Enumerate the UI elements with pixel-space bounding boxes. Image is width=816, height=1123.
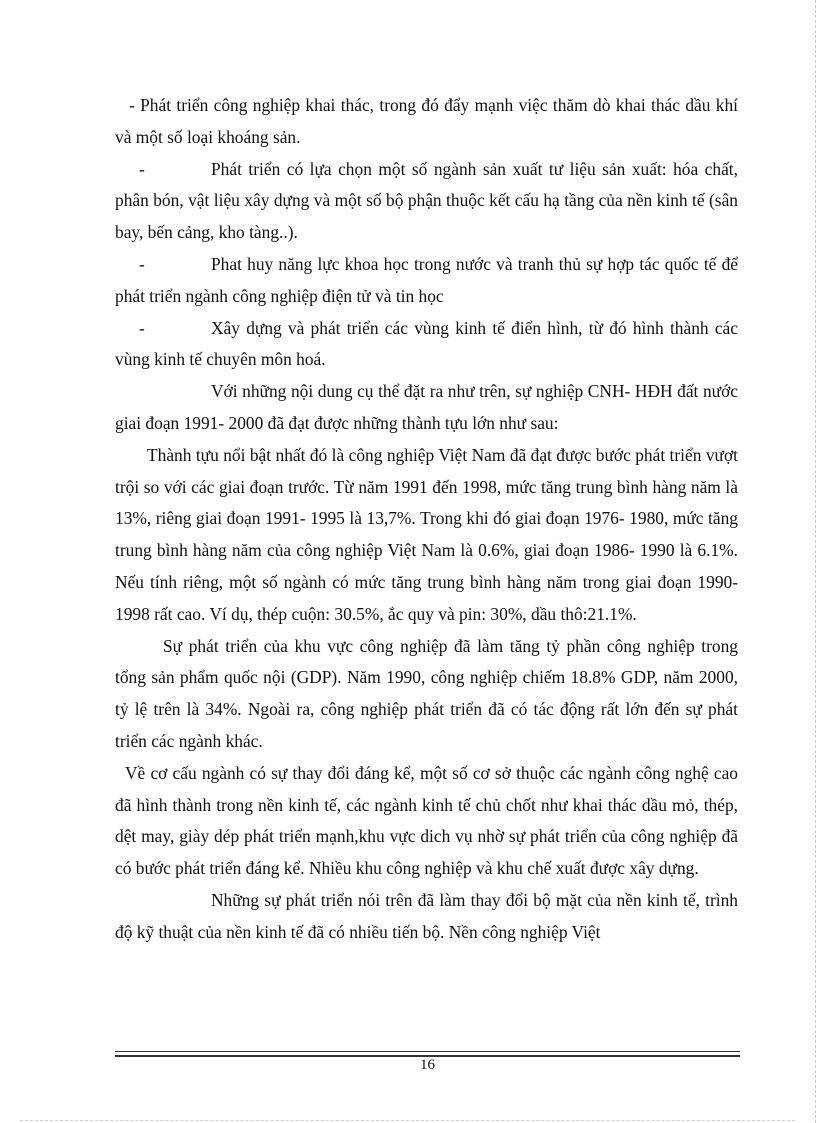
paragraph-growth-rates: Thành tựu nổi bật nhất đó là công nghiệp Việt Nam đã đạt được bước phát triển vượt trội so với các giai đoạn trước. Từ năm 1991 đến 1998, mức tăng trung bình hàng năm là 13%, riêng giai đoạn 1991- 1995 là 13,7%. Trong khi đó giai đoạn 1976- 1980, mức tăng trung bình hàng năm của công nghiệp Việt Nam là 0.6%, giai đoạn 1986- 1990 là 6.1%. Nếu tính riêng, một số ngành có mức tăng trung bình hàng năm trong giai đoạn 1990- 1998 rất cao. Ví dụ, thép cuộn: 30.5%, ắc quy và pin: 30%, dầu thô:21.1%.: [115, 444, 738, 624]
bullet-economic-zones: [115, 313, 738, 377]
bullet-text: Xây dựng và phát triển các vùng kinh tế điển hình, từ đó hình thành các vùng kinh tế chuyên môn hoá.: [115, 317, 738, 370]
bullet-production-materials: [115, 154, 738, 249]
bullet-dash: -: [139, 253, 145, 274]
paragraph-gdp-share: Sự phát triển của khu vực công nghiệp đã làm tăng tỷ phần công nghiệp trong tổng sản phẩm quốc nội (GDP). Năm 1990, công nghiệp chiếm 18.8% GDP, năm 2000, tỷ lệ trên là 34%. Ngoài ra, công nghiệp phát triển đã có tác động rất lớn đến sự phát triển các ngành khác.: [115, 635, 738, 751]
bullet-dash: -: [139, 158, 145, 179]
bullet-science-cooperation: [115, 249, 738, 313]
paragraph-mining: - Phát triển công nghiệp khai thác, trong đó đẩy mạnh việc thăm dò khai thác dầu khí và một số loại khoáng sản.: [115, 95, 738, 147]
bullet-dash: -: [139, 317, 145, 338]
paragraph-achievements-intro: Với những nội dung cụ thể đặt ra như trên, sự nghiệp CNH- HĐH đất nước giai đoạn 1991- 2000 đã đạt được những thành tựu lớn như sau:: [115, 381, 738, 433]
bullet-text: Phat huy năng lực khoa học trong nước và tranh thủ sự hợp tác quốc tế để phát triển ngành công nghiệp điện tử và tin học: [115, 253, 738, 306]
page-number: 16: [420, 1057, 435, 1073]
paragraph-sector-structure: Về cơ cấu ngành có sự thay đổi đáng kể, một số cơ sở thuộc các ngành công nghệ cao đã hình thành trong nền kinh tế, các ngành kinh tế chủ chốt như khai thác dầu mỏ, thép, dệt may, giày dép phát triển mạnh,khu vực dich vụ nhờ sự phát triển của công nghiệp đã có bước phát triển đáng kể. Nhiều khu công nghiệp và khu chế xuất được xây dựng.: [115, 762, 738, 879]
page-edge-divider: [20, 1120, 795, 1121]
body-text: [115, 90, 738, 949]
paragraph-conclusion: Những sự phát triển nói trên đã làm thay đổi bộ mặt của nền kinh tế, trình độ kỹ thuật của nền kinh tế đã có nhiều tiến bộ. Nền công nghiệp Việt: [115, 889, 738, 942]
bullet-text: Phát triển có lựa chọn một số ngành sản xuất tư liệu sản xuất: hóa chất, phân bón, vật liệu xây dựng và một số bộ phận thuộc kết cấu hạ tầng của nền kinh tế (sân bay, bến cảng, kho tàng..).: [115, 158, 738, 243]
